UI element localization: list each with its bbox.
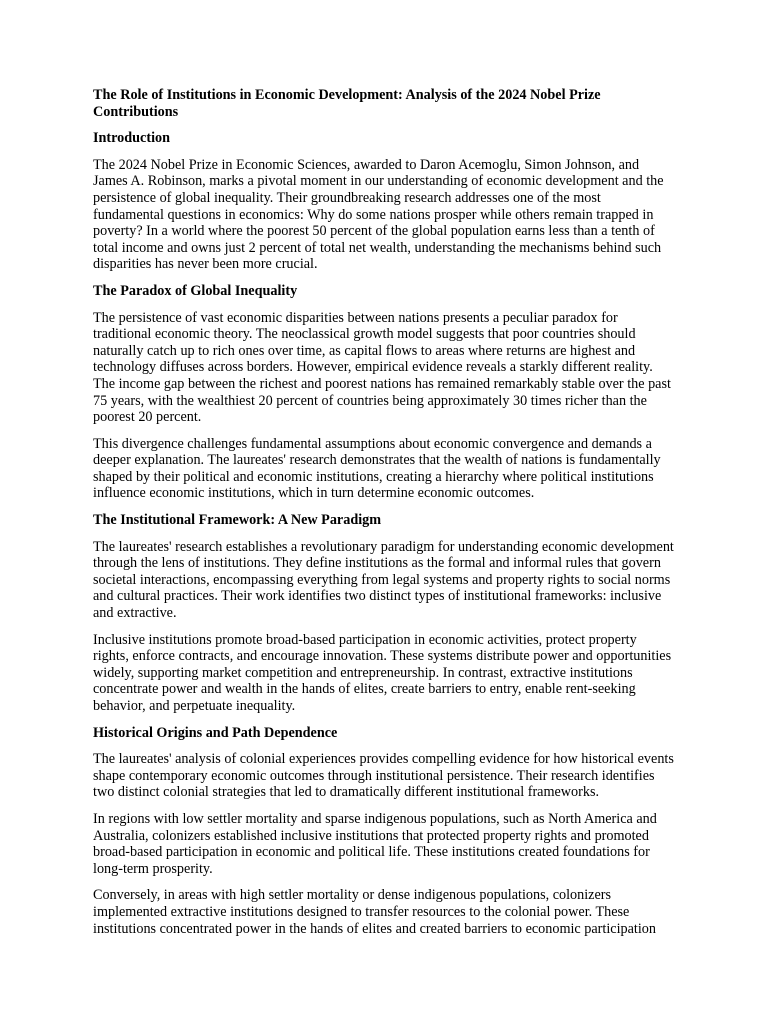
paragraph: The 2024 Nobel Prize in Economic Sciences, awarded to Daron Acemoglu, Simon Johnson, and James A. Robinson, marks a pivotal moment in our understanding of economic development and the persistence of global inequality. Their groundbreaking research addresses one of the most fundamental questions in economics: Why do some nations prosper while others remain trapped in poverty? In a world where the poorest 50 percent of the global population earns less than a tenth of total income and owns just 2 percent of total net wealth, understanding the mechanisms behind such disparities has never been more crucial. xyxy=(93,156,664,273)
document-page xyxy=(93,87,675,947)
paragraph: Conversely, in areas with high settler mortality or dense indigenous populations, colonizers implemented extractive institutions designed to transfer resources to the colonial power. These institutions concentrated power in the hands of elites and created barriers to economic participation xyxy=(93,887,656,937)
paragraph: The laureates' analysis of colonial experiences provides compelling evidence for how historical events shape contemporary economic outcomes through institutional persistence. Their research identifies two distinct colonial strategies that led to dramatically different institutional frameworks. xyxy=(93,751,674,801)
section-paradox-of-global-inequality xyxy=(93,283,675,502)
paragraph: Inclusive institutions promote broad-based participation in economic activities, protect property rights, enforce contracts, and encourage innovation. These systems distribute power and opportunities widely, supporting market competition and entrepreneurship. In contrast, extractive institutions concentrate power and wealth in the hands of elites, create barriers to entry, enable rent-seeking behavior, and perpetuate inequality. xyxy=(93,631,672,714)
section-heading: Introduction xyxy=(93,130,170,147)
section-institutional-framework xyxy=(93,512,675,715)
document-title: The Role of Institutions in Economic Development: Analysis of the 2024 Nobel Prize Contributions xyxy=(93,87,601,120)
section-heading: Historical Origins and Path Dependence xyxy=(93,724,338,741)
section-historical-origins xyxy=(93,725,675,938)
section-introduction xyxy=(93,130,675,273)
section-heading: The Institutional Framework: A New Paradigm xyxy=(93,512,382,529)
paragraph: The laureates' research establishes a revolutionary paradigm for understanding economic development through the lens of institutions. They define institutions as the formal and informal rules that govern societal interactions, encompassing everything from legal systems and property rights to social norms and cultural practices. Their work identifies two distinct types of institutional frameworks: inclusive and extractive. xyxy=(93,538,674,622)
paragraph: In regions with low settler mortality and sparse indigenous populations, such as North America and Australia, colonizers established inclusive institutions that protected property rights and promoted broad-based participation in economic and political life. These institutions created foundations for long-term prosperity. xyxy=(93,810,657,877)
section-heading: The Paradox of Global Inequality xyxy=(93,282,298,299)
paragraph: This divergence challenges fundamental assumptions about economic convergence and demands a deeper explanation. The laureates' research demonstrates that the wealth of nations is fundamentally shaped by their political and economic institutions, creating a hierarchy where political institutions influence economic institutions, which in turn determine economic outcomes. xyxy=(93,435,661,502)
paragraph: The persistence of vast economic disparities between nations presents a peculiar paradox for traditional economic theory. The neoclassical growth model suggests that poor countries should naturally catch up to rich ones over time, as capital flows to areas where returns are highest and technology diffuses across borders. However, empirical evidence reveals a starkly different reality. The income gap between the richest and poorest nations has remained remarkably stable over the past 75 years, with the wealthiest 20 percent of countries being approximately 30 times richer than the poorest 20 percent. xyxy=(93,309,671,426)
